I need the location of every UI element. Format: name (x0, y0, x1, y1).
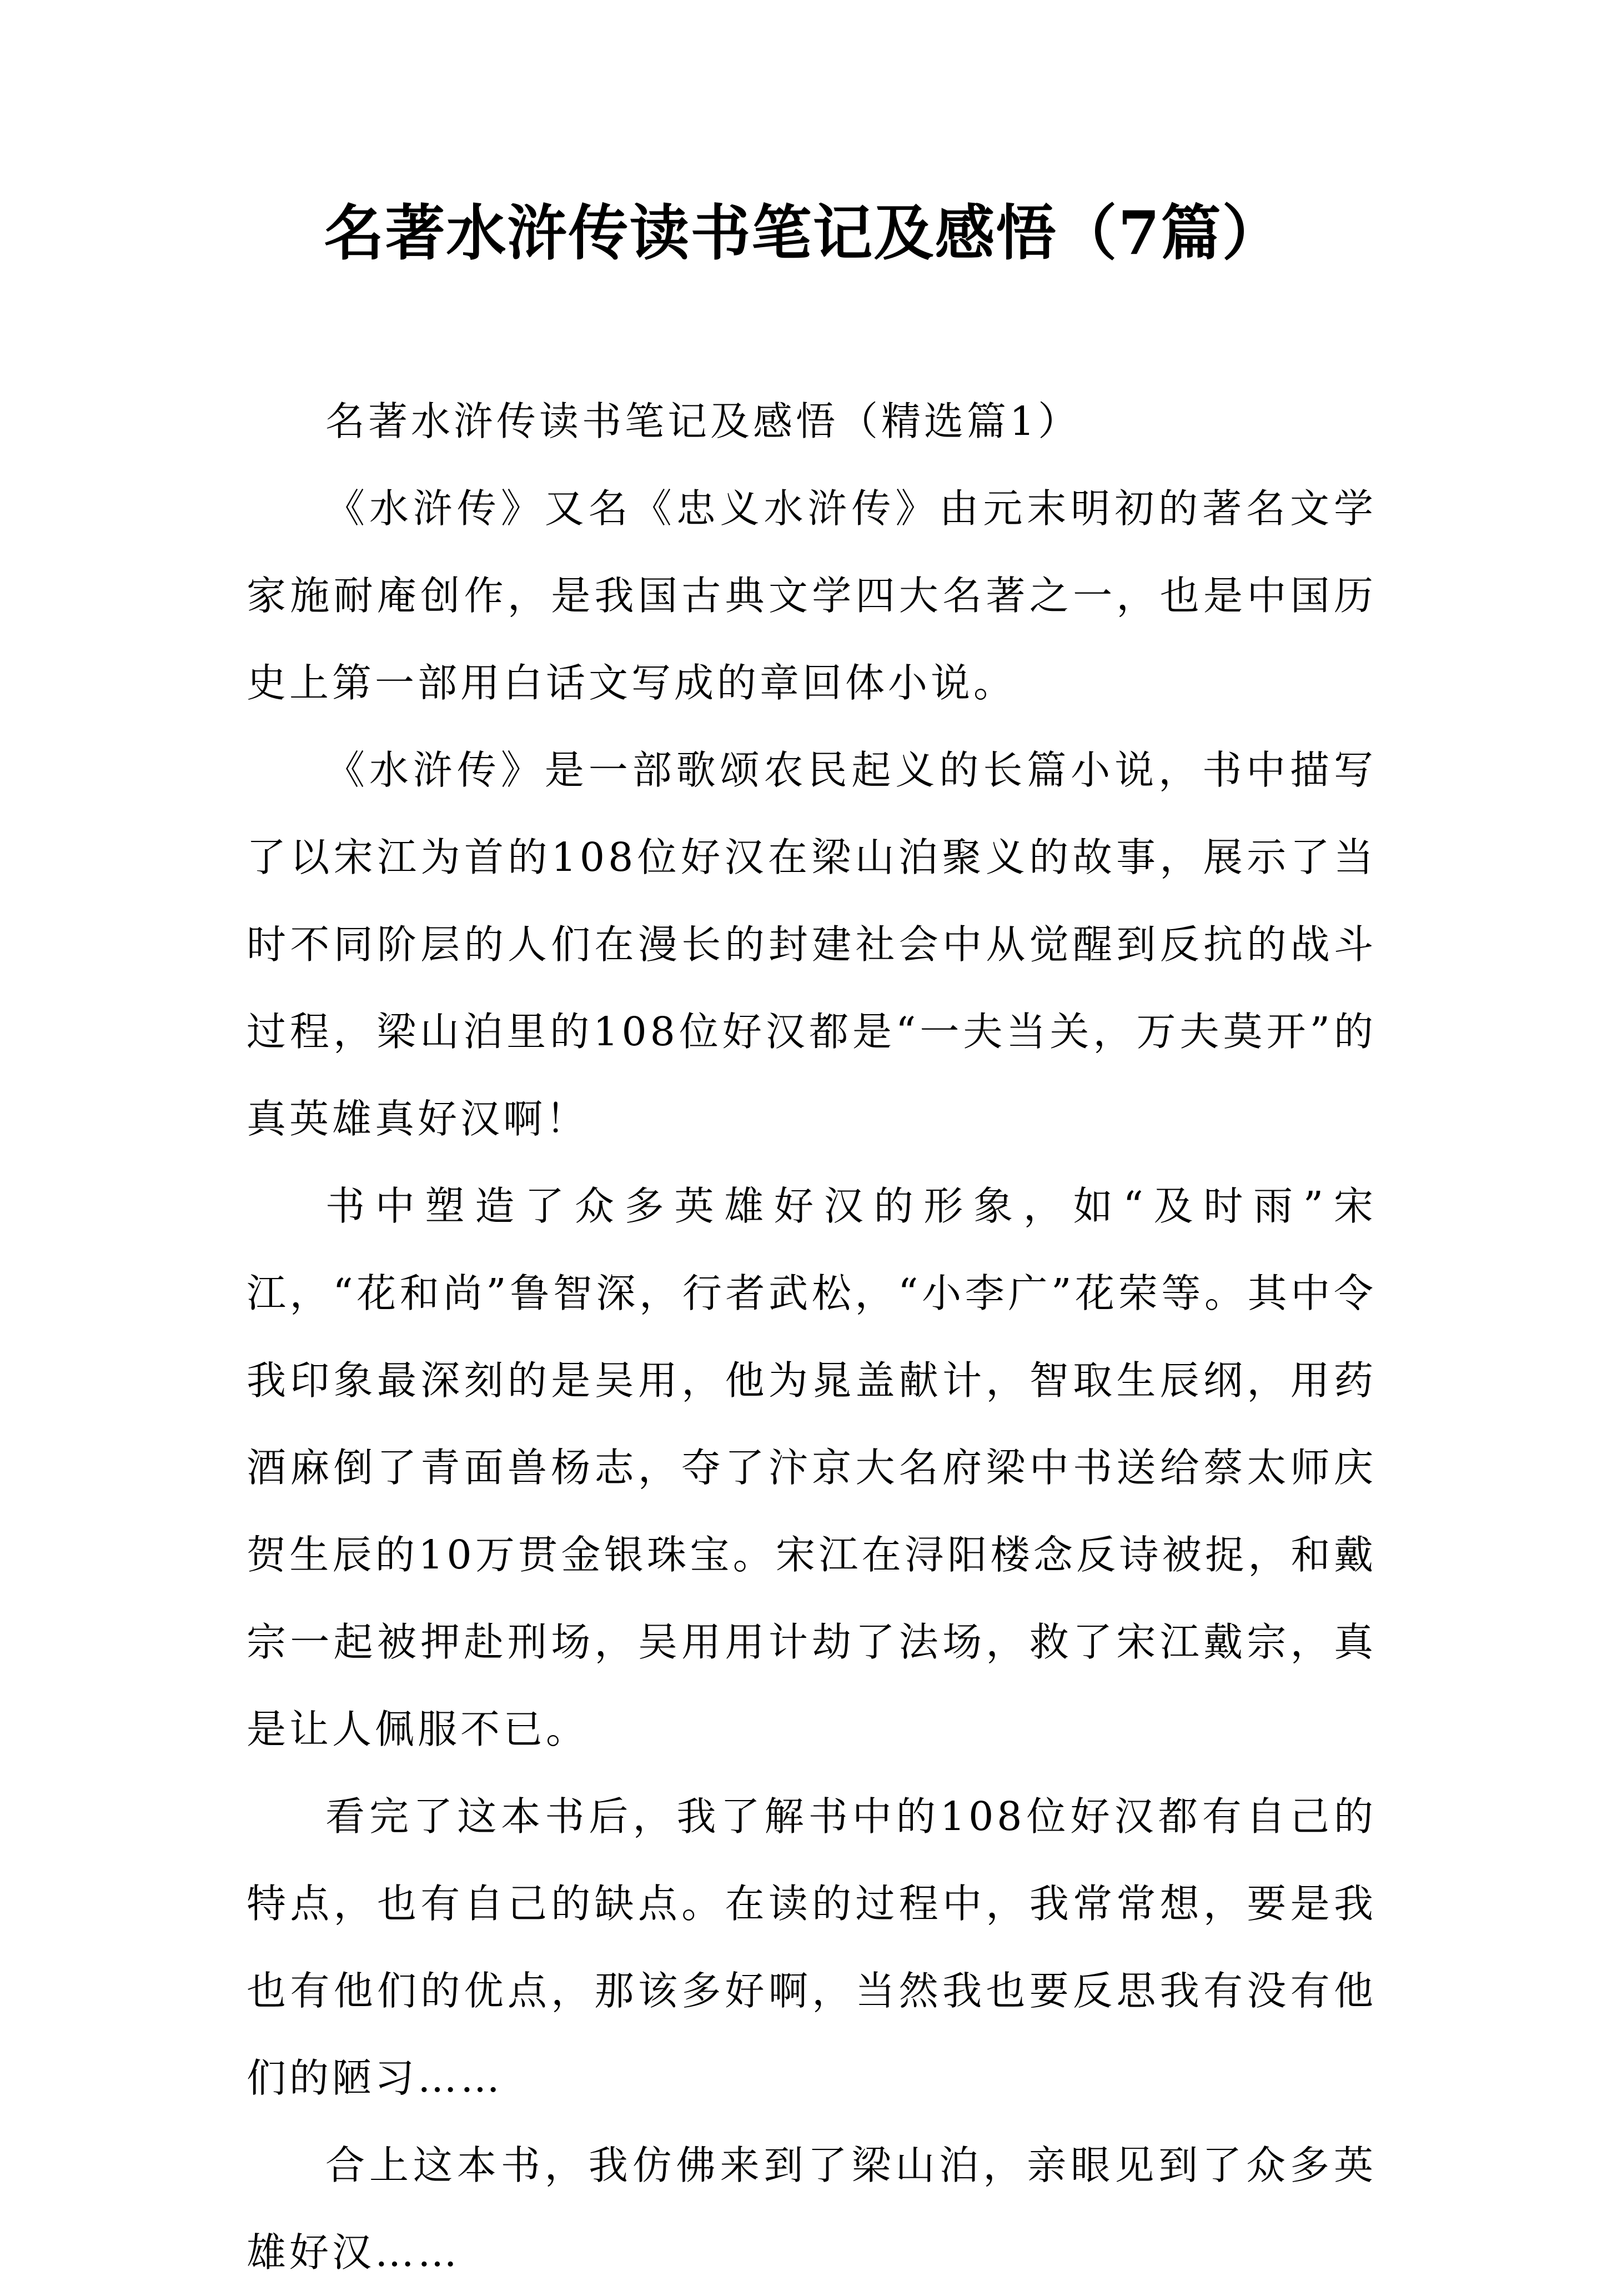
paragraph-2: 《水浒传》是一部歌颂农民起义的长篇小说，书中描写了以宋江为首的108位好汉在梁山泊聚义的故事，展示了当时不同阶层的人们在漫长的封建社会中从觉醒到反抗的战斗过程，梁山泊里的108位好汉都是“一夫当关，万夫莫开”的真英雄真好汉啊！ (247, 747, 1377, 1142)
section-heading: 名著水浒传读书笔记及感悟（精选篇1） (325, 398, 1081, 444)
paragraph-5: 合上这本书，我仿佛来到了梁山泊，亲眼见到了众多英雄好汉…… (247, 2142, 1377, 2275)
document-body (247, 378, 1377, 2296)
paragraph-4: 看完了这本书后，我了解书中的108位好汉都有自己的特点，也有自己的缺点。在读的过程中，我常常想，要是我也有他们的优点，那该多好啊，当然我也要反思我有没有他们的陋习…… (247, 1793, 1377, 2101)
paragraph-3: 书中塑造了众多英雄好汉的形象，如“及时雨”宋江，“花和尚”鲁智深，行者武松，“小李广”花荣等。其中令我印象最深刻的是吴用，他为晁盖献计，智取生辰纲，用药酒麻倒了青面兽杨志，夺了汴京大名府梁中书送给蔡太师庆贺生辰的10万贯金银珠宝。宋江在浔阳楼念反诗被捉，和戴宗一起被押赴刑场，吴用用计劫了法场，救了宋江戴宗，真是让人佩服不已。 (247, 1183, 1377, 1752)
paragraph-1: 《水浒传》又名《忠义水浒传》由元末明初的著名文学家施耐庵创作，是我国古典文学四大名著之一，也是中国历史上第一部用白话文写成的章回体小说。 (247, 485, 1377, 706)
document-title: 名著水浒传读书笔记及感悟（7篇） (324, 198, 1283, 268)
